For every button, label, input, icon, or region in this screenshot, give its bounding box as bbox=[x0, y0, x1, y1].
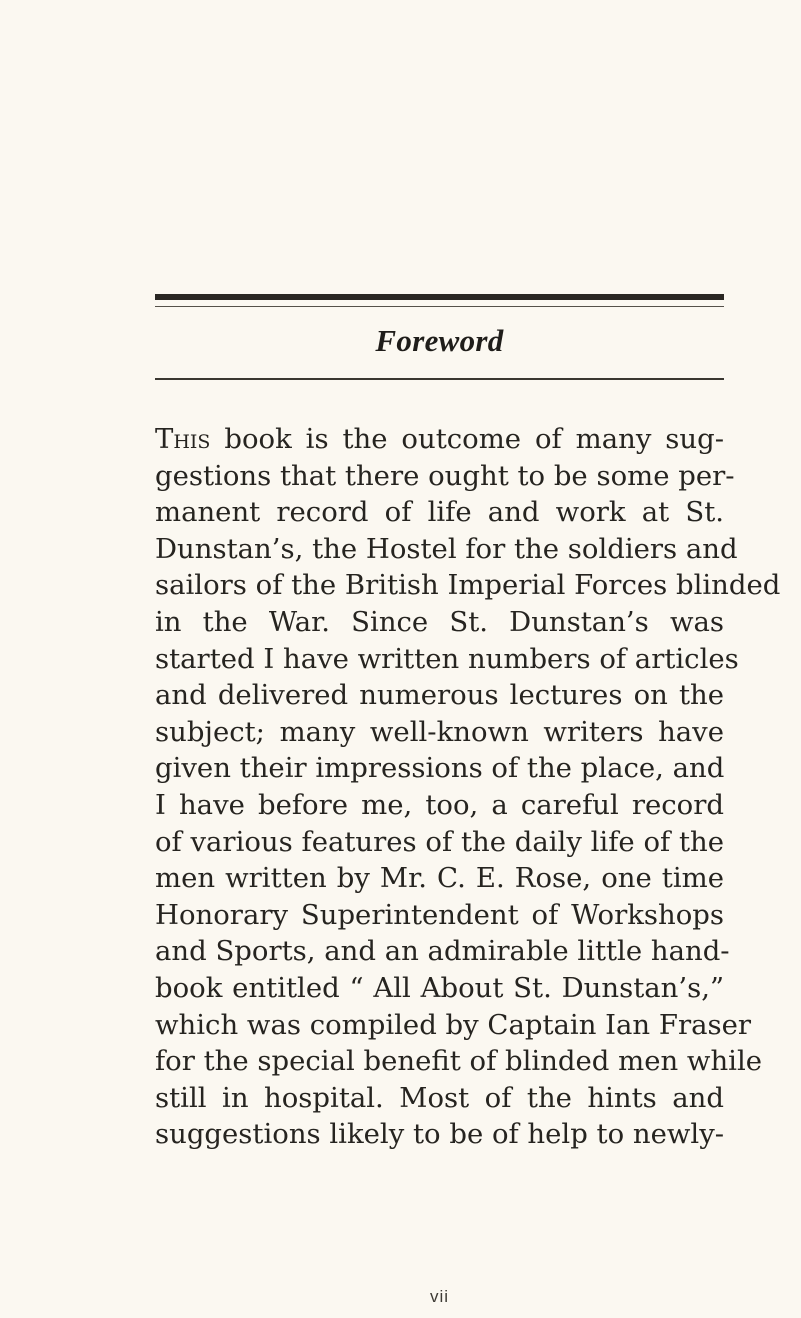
text-line: which was compiled by Captain Ian Fraser bbox=[155, 1008, 752, 1041]
text-line: I have before me, too, a careful record bbox=[155, 788, 724, 821]
text-line: subject; many well-known writers have bbox=[155, 715, 724, 748]
text-line: gestions that there ought to be some per- bbox=[155, 459, 735, 492]
text-line: in the War. Since St. Dunstan’s was bbox=[155, 605, 724, 638]
text-line: manent record of life and work at St. bbox=[155, 496, 724, 529]
heading-rule-top-thin bbox=[155, 306, 724, 307]
heading-rule-top-thick bbox=[155, 294, 724, 300]
page-number: vii bbox=[429, 1287, 450, 1306]
text-line: Dunstan’s, the Hostel for the soldiers and bbox=[155, 532, 738, 565]
text-line: suggestions likely to be of help to newly- bbox=[155, 1118, 725, 1151]
text-line: men written by Mr. C. E. Rose, one time bbox=[155, 862, 724, 895]
heading-rule-bottom bbox=[155, 378, 724, 380]
text-line: of various features of the daily life of the bbox=[155, 825, 724, 858]
text-line: sailors of the British Imperial Forces blinded bbox=[155, 569, 781, 602]
text-line: and Sports, and an admirable little hand- bbox=[155, 935, 730, 968]
text-line: book entitled “ All About St. Dunstan’s,” bbox=[155, 971, 724, 1004]
body-text bbox=[155, 421, 781, 1153]
text-line: and delivered numerous lectures on the bbox=[155, 679, 724, 712]
page-title: Foreword bbox=[375, 323, 504, 358]
drop-word: This bbox=[155, 423, 211, 455]
text-line: still in hospital. Most of the hints and bbox=[155, 1081, 724, 1114]
text-line: Honorary Superintendent of Workshops bbox=[155, 898, 724, 931]
text-line: started I have written numbers of articles bbox=[155, 642, 739, 675]
text-line: This book is the outcome of many sug- bbox=[155, 423, 724, 455]
text-line: for the special benefit of blinded men while bbox=[155, 1045, 763, 1078]
text-line: given their impressions of the place, and bbox=[155, 752, 725, 785]
